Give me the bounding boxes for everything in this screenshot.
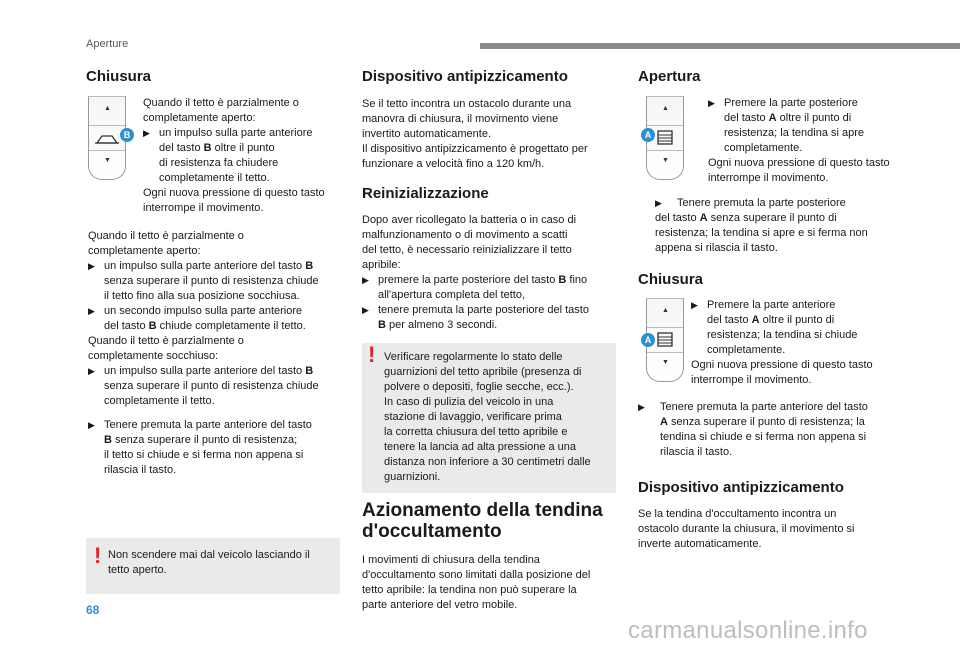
- text-line: stazione di lavaggio, verificare prima: [384, 411, 562, 423]
- bullet-item: [655, 196, 915, 211]
- key-label: B: [558, 274, 567, 286]
- bullet-icon: ▶: [143, 128, 150, 138]
- text-line: Tenere premuta la parte posteriore: [677, 197, 846, 209]
- text-line: Tenere premuta la parte anteriore del tasto: [660, 401, 868, 413]
- heading-antipizzicamento-blind: Dispositivo antipizzicamento: [638, 479, 844, 496]
- text-line: ostacolo durante la chiusura, il movimento si: [638, 523, 855, 535]
- text-line: completamente.: [724, 142, 803, 154]
- page-number: 68: [86, 603, 100, 617]
- text-line: completamente aperto:: [143, 112, 256, 124]
- text-line: resistenza; la tendina si apre e si ferma non: [655, 227, 868, 239]
- bullet-icon: ▶: [88, 306, 95, 316]
- bullet-icon: ▶: [88, 261, 95, 271]
- text-span: senza superare il punto di resistenza; la: [667, 416, 865, 428]
- text-line: [691, 313, 911, 328]
- text-line: funzionare a velocità fino a 120 km/h.: [362, 158, 545, 170]
- text-line: il tetto fino alla sua posizione socchiusa.: [104, 290, 300, 302]
- text-span: del tasto: [707, 314, 749, 326]
- text-span: fino: [566, 274, 588, 286]
- text-span: del tasto: [724, 112, 766, 124]
- column-3: [638, 68, 908, 86]
- text-line: tenere premuta la parte posteriore del tasto: [378, 304, 589, 316]
- column-1: [86, 68, 346, 86]
- text-line: Verificare regolarmente lo stato delle: [384, 351, 563, 363]
- spacer: [362, 172, 618, 185]
- up-arrow-icon: ▲: [104, 105, 111, 112]
- antipizzicamento-blind: [638, 479, 908, 552]
- text-line: [88, 433, 348, 448]
- roof-car-icon: [89, 126, 125, 150]
- text-line: resistenza; la tendina si chiude: [707, 329, 858, 341]
- warning-text: [108, 548, 336, 578]
- text-line: la corretta chiusura del tetto apribile e: [384, 426, 568, 438]
- text-line: appena si rilascia il tasto.: [655, 242, 778, 254]
- text-line: resistenza; la tendina si apre: [724, 127, 865, 139]
- text-span: senza superare il punto di resistenza;: [111, 434, 298, 446]
- key-label: B: [104, 434, 112, 446]
- bullet-icon: ▶: [88, 420, 95, 430]
- text-line: completamente socchiuso:: [88, 350, 219, 362]
- text-line: Quando il tetto è parzialmente o: [143, 97, 299, 109]
- bullet-item: [88, 259, 348, 274]
- text-span: chiude completamente il tetto.: [156, 320, 306, 332]
- text-line: manovra di chiusura, il movimento viene: [362, 113, 559, 125]
- text-line: interrompe il movimento.: [708, 172, 829, 184]
- chiusura-block-3: [88, 418, 348, 478]
- text-line: del tetto, è necessario reinizializzare il tetto: [362, 244, 572, 256]
- chiusura-block-2: [88, 229, 348, 409]
- text-line: Premere la parte posteriore: [724, 97, 858, 109]
- text-line: polvere o depositi, foglie secche, ecc.).: [384, 381, 574, 393]
- header-bar: [480, 43, 960, 49]
- text-line: Non scendere mai dal veicolo lasciando il: [108, 549, 310, 561]
- key-label: A: [660, 416, 668, 428]
- text-line: Il dispositivo antipizzicamento è progettato per: [362, 143, 588, 155]
- key-label: B: [378, 319, 386, 331]
- up-arrow-icon: ▲: [662, 105, 669, 112]
- text-span: un impulso sulla parte anteriore del tasto: [104, 365, 303, 377]
- text-line: un secondo impulso sulla parte anteriore: [104, 305, 303, 317]
- text-line: il tetto si chiude e si ferma non appena si: [104, 449, 304, 461]
- apertura-hold: [655, 196, 915, 256]
- key-label: A: [751, 314, 760, 326]
- text-line: apribile:: [362, 259, 401, 271]
- text-line: malfunzionamento o di movimento a scatti: [362, 229, 568, 241]
- bullet-item: [691, 298, 911, 313]
- text-line: Se il tetto incontra un ostacolo durante una: [362, 98, 572, 110]
- text-line: Ogni nuova pressione di questo tasto: [691, 359, 873, 371]
- text-line: [378, 273, 587, 288]
- text-line: In caso di pulizia del veicolo in una: [384, 396, 554, 408]
- spacer: [638, 497, 908, 507]
- text-line: [362, 318, 618, 333]
- text-line: interrompe il movimento.: [691, 374, 812, 386]
- text-line: tenere la lancia ad alta pressione a una: [384, 441, 577, 453]
- heading-tendina-line2: d'occultamento: [362, 521, 502, 542]
- text-line: invertito automaticamente.: [362, 128, 492, 140]
- text-span: oltre il punto di: [776, 112, 852, 124]
- key-label: A: [768, 112, 777, 124]
- text-line: completamente il tetto.: [104, 395, 215, 407]
- warning-box-roof-open: [86, 538, 340, 594]
- antipizzicamento-blind-paragraph: [638, 507, 908, 552]
- chiusura-blind-hold: [638, 400, 908, 460]
- bullet-item: [88, 418, 348, 433]
- chiusura-blind-heading-wrap: [638, 271, 898, 289]
- text-line: completamente il tetto.: [159, 172, 270, 184]
- text-span: per almeno 3 secondi.: [385, 319, 498, 331]
- key-label: A: [699, 212, 708, 224]
- text-span: premere la parte posteriore del tasto: [378, 274, 556, 286]
- text-line: distanza non inferiore a 30 centimetri dalle: [384, 456, 591, 468]
- bullet-item: [88, 364, 348, 379]
- bullet-icon: ▶: [362, 275, 369, 285]
- key-label: B: [148, 320, 157, 332]
- bullet-item: [143, 126, 343, 141]
- text-line: [655, 211, 915, 226]
- key-label: B: [305, 365, 314, 377]
- text-line: Se la tendina d'occultamento incontra un: [638, 508, 837, 520]
- text-line: Dopo aver ricollegato la batteria o in caso di: [362, 214, 577, 226]
- spacer: [362, 542, 618, 553]
- text-line: senza superare il punto di resistenza chiude: [104, 380, 319, 392]
- key-label: B: [203, 142, 212, 154]
- bullet-icon: ▶: [691, 300, 698, 310]
- down-arrow-icon: ▼: [662, 157, 669, 164]
- text-line: rilascia il tasto.: [660, 446, 733, 458]
- bullet-icon: ▶: [708, 98, 715, 108]
- chiusura-blind-block: [691, 298, 911, 388]
- note-box-seals: [362, 343, 616, 493]
- text-line: rilascia il tasto.: [104, 464, 177, 476]
- heading-apertura: Apertura: [638, 68, 701, 85]
- down-arrow-icon: ▼: [662, 359, 669, 366]
- text-line: all'apertura completa del tetto,: [378, 289, 526, 301]
- key-label: B: [305, 260, 314, 272]
- reinizializzazione-paragraph: [362, 213, 618, 273]
- heading-tendina: Azionamento della tendina: [362, 500, 603, 521]
- text-line: completamente.: [707, 344, 786, 356]
- badge-a-close: A: [641, 333, 655, 347]
- spacer: [362, 203, 618, 213]
- text-span: oltre il punto di: [759, 314, 835, 326]
- bullet-icon: ▶: [655, 198, 662, 208]
- text-line: inverte automaticamente.: [638, 538, 762, 550]
- bullet-item: [362, 303, 618, 318]
- badge-a-open: A: [641, 128, 655, 142]
- text-line: Quando il tetto è parzialmente o: [88, 230, 244, 242]
- text-span: senza superare il punto di: [707, 212, 837, 224]
- up-arrow-icon: ▲: [662, 307, 669, 314]
- watermark: carmanualsonline.info: [628, 617, 868, 644]
- text-line: Ogni nuova pressione di questo tasto: [143, 187, 325, 199]
- text-line: parte anteriore del vetro mobile.: [362, 599, 518, 611]
- text-span: del tasto: [159, 142, 201, 154]
- down-arrow-icon: ▼: [104, 157, 111, 164]
- column-2: [362, 68, 618, 333]
- bullet-item: [88, 304, 348, 319]
- text-line: guarnizioni del tetto apribile (presenza di: [384, 366, 582, 378]
- running-header: Aperture: [86, 38, 129, 50]
- warning-icon: !: [94, 543, 102, 568]
- warning-icon: !: [368, 342, 376, 367]
- text-line: interrompe il movimento.: [143, 202, 264, 214]
- bullet-item: [708, 96, 918, 111]
- bullet-item: [362, 273, 618, 288]
- text-line: Tenere premuta la parte anteriore del tasto: [104, 419, 312, 431]
- text-line: [708, 111, 918, 126]
- bullet-icon: ▶: [638, 402, 645, 412]
- text-line: tetto apribile: la tendina non può superare la: [362, 584, 577, 596]
- text-span: del tasto: [104, 320, 146, 332]
- text-line: [104, 259, 313, 274]
- text-line: I movimenti di chiusura della tendina: [362, 554, 540, 566]
- text-line: guarnizioni.: [384, 471, 441, 483]
- text-line: [143, 141, 343, 156]
- bullet-item: [638, 400, 908, 415]
- tendina-paragraph: [362, 553, 618, 613]
- antipizzicamento-paragraph: [362, 97, 618, 172]
- column-2-lower: [362, 500, 618, 613]
- text-span: del tasto: [655, 212, 697, 224]
- heading-chiusura-roof: Chiusura: [86, 68, 152, 85]
- text-line: un impulso sulla parte anteriore: [159, 127, 313, 139]
- text-line: [104, 364, 313, 379]
- text-line: d'occultamento sono limitati dalla posizione del: [362, 569, 591, 581]
- text-span: un impulso sulla parte anteriore del tasto: [104, 260, 303, 272]
- chiusura-block-1: [143, 96, 343, 216]
- apertura-block: [708, 96, 918, 186]
- text-line: Premere la parte anteriore: [707, 299, 836, 311]
- switch-middle: [89, 125, 125, 151]
- text-line: Quando il tetto è parzialmente o: [88, 335, 244, 347]
- text-line: tendina si chiude e si ferma non appena si: [660, 431, 867, 443]
- text-span: oltre il punto: [211, 142, 275, 154]
- bullet-icon: ▶: [88, 366, 95, 376]
- badge-b: B: [120, 128, 134, 142]
- text-line: [638, 415, 908, 430]
- text-line: completamente aperto:: [88, 245, 201, 257]
- text-line: senza superare il punto di resistenza chiude: [104, 275, 319, 287]
- heading-antipizzicamento-roof: Dispositivo antipizzicamento: [362, 68, 568, 85]
- text-line: [88, 319, 348, 334]
- text-line: di resistenza fa chiudere: [159, 157, 279, 169]
- heading-chiusura-blind: Chiusura: [638, 271, 704, 288]
- spacer: [362, 86, 618, 97]
- note-text: [384, 350, 614, 485]
- text-line: Ogni nuova pressione di questo tasto: [708, 157, 890, 169]
- bullet-icon: ▶: [362, 305, 369, 315]
- text-line: tetto aperto.: [108, 564, 167, 576]
- heading-reinizializzazione: Reinizializzazione: [362, 185, 489, 202]
